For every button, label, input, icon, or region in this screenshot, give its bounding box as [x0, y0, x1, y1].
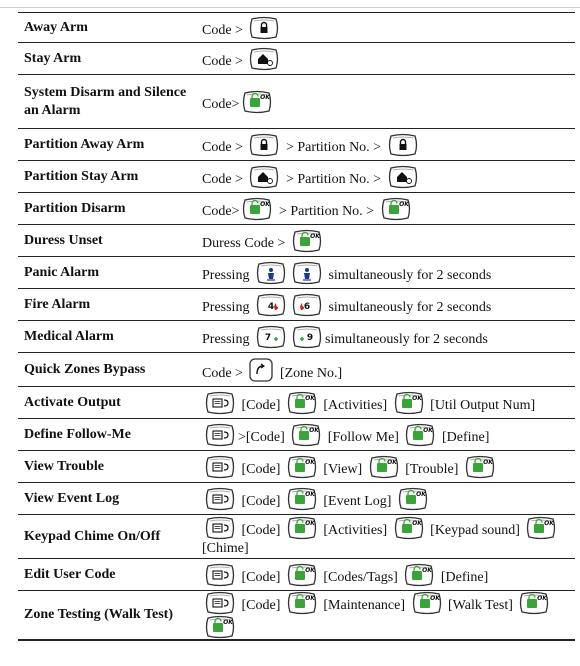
table-row — [18, 13, 575, 43]
svg-text:OK: OK — [537, 595, 548, 602]
svg-text:OK: OK — [260, 200, 271, 208]
ok-key-icon — [241, 197, 273, 221]
ok-key-icon — [411, 591, 443, 615]
function-name: Fire Alarm — [18, 289, 196, 321]
table-row — [18, 289, 575, 321]
menu-key-icon — [204, 516, 236, 540]
svg-text:OK: OK — [305, 394, 315, 402]
stay-key-icon — [248, 165, 280, 189]
table-row — [18, 193, 575, 225]
key-sequence — [196, 353, 575, 387]
svg-text:OK: OK — [423, 426, 434, 434]
step-text: [Keypad sound] — [426, 522, 524, 538]
step-text: [Activities] — [319, 397, 391, 413]
table-row — [18, 75, 575, 129]
key-sequence — [196, 387, 575, 419]
function-name: Away Arm — [18, 13, 196, 43]
ok-key-icon — [290, 423, 322, 447]
step-text: [Code] — [238, 461, 284, 477]
stay-key-icon — [248, 47, 280, 71]
table-row — [18, 515, 575, 559]
function-name: Quick Zones Bypass — [18, 353, 196, 387]
key-sequence — [196, 321, 575, 353]
ok-key-icon — [397, 487, 429, 511]
step-text: [Define] — [437, 569, 489, 585]
step-text: [Code] — [238, 569, 284, 585]
menu-key-icon — [204, 487, 236, 511]
svg-text:OK: OK — [260, 93, 271, 101]
table-row — [18, 321, 575, 353]
step-text: [Follow Me] — [324, 429, 403, 445]
panic-key-icon — [291, 261, 323, 285]
function-name: Stay Arm — [18, 43, 196, 75]
away-key-icon — [248, 16, 280, 40]
key-sequence — [196, 419, 575, 451]
step-text: [Maintenance] — [319, 598, 409, 613]
function-name: Activate Output — [18, 387, 196, 419]
step-text: simultaneously for 2 seconds — [324, 267, 492, 283]
svg-text:OK: OK — [422, 566, 433, 574]
step-text: [Event Log] — [319, 493, 395, 509]
ok-key-icon — [286, 591, 318, 615]
ok-key-icon — [380, 197, 412, 221]
svg-text:OK: OK — [544, 519, 555, 527]
step-text: [Activities] — [319, 522, 391, 538]
svg-text:OK: OK — [411, 394, 422, 402]
ok-key-icon — [403, 563, 435, 587]
key-sequence — [196, 289, 575, 321]
step-text: Code > — [202, 365, 247, 381]
key-sequence — [196, 591, 575, 641]
table-row — [18, 559, 575, 591]
step-text: >[Code] — [238, 429, 289, 445]
key-sequence — [196, 193, 575, 225]
svg-text:OK: OK — [398, 200, 409, 208]
ok-key-icon — [393, 516, 425, 540]
table-row — [18, 451, 575, 483]
ok-key-icon — [393, 391, 425, 415]
step-text: [Code] — [238, 493, 284, 509]
step-text: Code > — [202, 22, 247, 38]
step-text: [Codes/Tags] — [319, 569, 402, 585]
table-row — [18, 43, 575, 75]
table-row — [18, 353, 575, 387]
table-row — [18, 419, 575, 451]
key-sequence — [196, 257, 575, 289]
function-name: Duress Unset — [18, 225, 196, 257]
svg-text:4: 4 — [267, 301, 275, 312]
ok-key-icon — [286, 487, 318, 511]
function-name: Edit User Code — [18, 559, 196, 591]
ok-key-icon — [464, 455, 496, 479]
step-text: Pressing — [202, 299, 253, 315]
step-text: [Code] — [238, 397, 284, 413]
page-top-edge — [0, 0, 580, 8]
svg-text:OK: OK — [416, 490, 426, 498]
function-name: System Disarm and Silence an Alarm — [18, 75, 196, 129]
menu-key-icon — [204, 563, 236, 587]
step-text: [Define] — [438, 429, 490, 445]
function-name: Partition Away Arm — [18, 129, 196, 161]
key-sequence — [196, 161, 575, 193]
away-key-icon — [387, 133, 419, 157]
key-sequence — [196, 13, 575, 43]
svg-text:OK: OK — [305, 458, 315, 466]
ok-key-icon — [286, 455, 318, 479]
key-sequence — [196, 75, 575, 129]
step-text: [View] — [319, 461, 366, 477]
svg-text:OK: OK — [411, 519, 422, 527]
ok-key-icon — [286, 563, 318, 587]
svg-text:OK: OK — [309, 232, 320, 240]
step-text: simultaneously for 2 seconds — [324, 299, 492, 315]
function-name: Partition Stay Arm — [18, 161, 196, 193]
ok-key-icon — [204, 615, 236, 639]
step-text: Pressing — [202, 331, 253, 347]
key-sequence — [196, 225, 575, 257]
function-name: Keypad Chime On/Off — [18, 515, 196, 559]
away-key-icon — [248, 133, 280, 157]
menu-key-icon — [204, 391, 236, 415]
medical-key-icon — [291, 325, 323, 349]
step-text: Duress Code > — [202, 235, 289, 251]
table-row — [18, 387, 575, 419]
ok-key-icon — [518, 591, 550, 615]
svg-text:OK: OK — [482, 458, 493, 466]
function-name: Panic Alarm — [18, 257, 196, 289]
step-text: [Walk Test] — [444, 598, 517, 613]
step-text: Code > — [202, 53, 247, 69]
function-name: View Trouble — [18, 451, 196, 483]
step-text: > Partition No. > — [275, 203, 378, 219]
key-sequence — [196, 43, 575, 75]
svg-text:OK: OK — [386, 458, 397, 466]
function-name: Define Follow-Me — [18, 419, 196, 451]
ok-key-icon — [241, 90, 273, 114]
ok-key-icon — [368, 455, 400, 479]
step-text: [Trouble] — [401, 461, 462, 477]
step-text: Code> — [202, 96, 240, 112]
function-name: Medical Alarm — [18, 321, 196, 353]
step-text: [Code] — [238, 598, 284, 613]
svg-text:OK: OK — [305, 566, 315, 574]
table-row — [18, 225, 575, 257]
ok-key-icon — [404, 423, 436, 447]
fire-key-icon — [255, 293, 287, 317]
ok-key-icon — [286, 516, 318, 540]
ok-key-icon — [286, 391, 318, 415]
bypass-key-icon — [248, 357, 274, 383]
table-row — [18, 591, 575, 641]
step-text: Code> — [202, 203, 240, 219]
svg-text:7: 7 — [264, 332, 272, 343]
svg-text:OK: OK — [429, 595, 440, 602]
function-name: Zone Testing (Walk Test) — [18, 591, 196, 641]
step-text: Code > — [202, 171, 247, 187]
key-sequence — [196, 483, 575, 515]
svg-text:OK: OK — [305, 595, 315, 602]
svg-text:OK: OK — [305, 519, 315, 527]
operations-table-body — [18, 13, 575, 641]
medical-key-icon — [255, 325, 287, 349]
key-sequence — [196, 515, 575, 559]
table-row — [18, 257, 575, 289]
step-text: Code > — [202, 139, 247, 155]
function-name: Partition Disarm — [18, 193, 196, 225]
key-sequence — [196, 559, 575, 591]
menu-key-icon — [204, 423, 236, 447]
operations-table — [18, 12, 575, 641]
svg-text:OK: OK — [223, 619, 233, 626]
ok-key-icon — [525, 516, 557, 540]
step-text: [Code] — [238, 522, 284, 538]
table-row — [18, 483, 575, 515]
table-row — [18, 129, 575, 161]
panic-key-icon — [255, 261, 287, 285]
svg-text:9: 9 — [306, 332, 314, 343]
svg-text:6: 6 — [303, 301, 311, 312]
fire-key-icon — [291, 293, 323, 317]
step-text: Pressing — [202, 267, 253, 283]
ok-key-icon — [291, 229, 323, 253]
key-sequence — [196, 451, 575, 483]
step-text: simultaneously for 2 seconds — [324, 331, 488, 347]
step-text: [Util Output Num] — [426, 397, 536, 413]
step-text: [Chime] — [202, 540, 249, 556]
table-row — [18, 161, 575, 193]
function-name: View Event Log — [18, 483, 196, 515]
svg-text:OK: OK — [309, 426, 320, 434]
key-sequence — [196, 129, 575, 161]
step-text: > Partition No. > — [282, 171, 385, 187]
stay-key-icon — [387, 165, 419, 189]
step-text: [Zone No.] — [276, 365, 343, 381]
menu-key-icon — [204, 591, 236, 615]
step-text: > Partition No. > — [282, 139, 385, 155]
menu-key-icon — [204, 455, 236, 479]
svg-text:OK: OK — [305, 490, 315, 498]
